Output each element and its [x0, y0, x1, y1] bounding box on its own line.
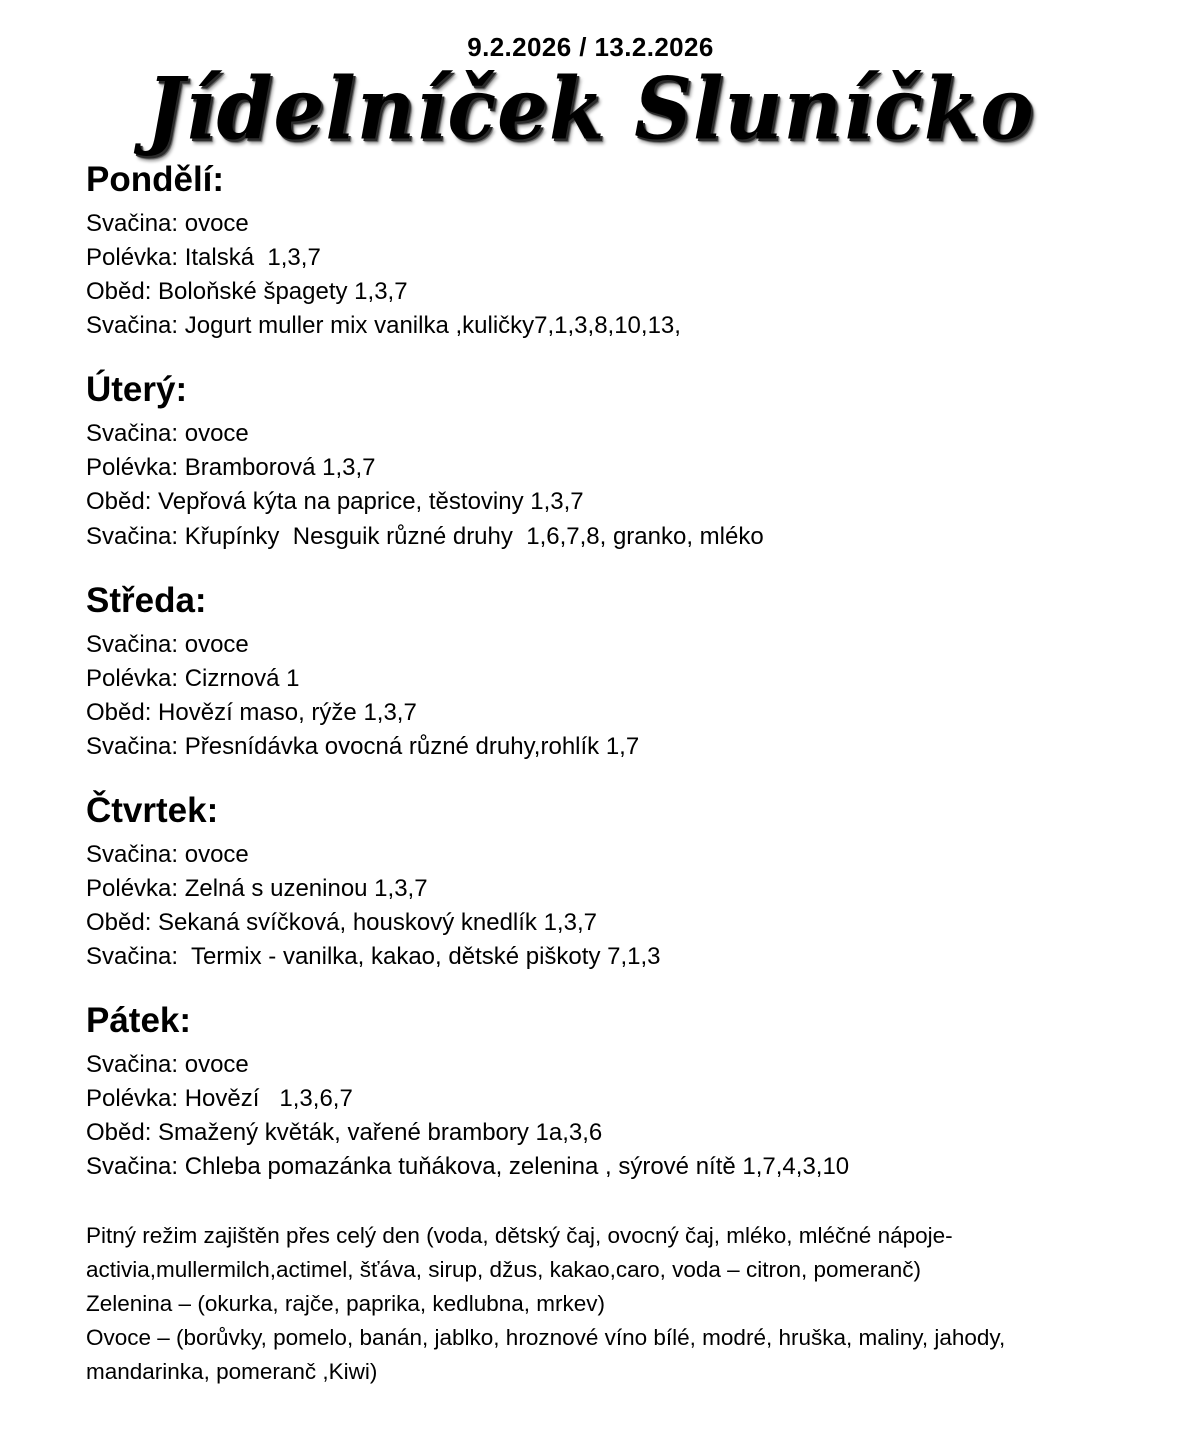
day-lines	[86, 1048, 1097, 1184]
day-block-thursday	[86, 790, 1097, 974]
footer-line-vegetables: Zelenina – (okurka, rajče, paprika, kedlubna, mrkev)	[86, 1290, 605, 1316]
meal-line-lunch: Oběd: Sekaná svíčková, houskový knedlík 1,3,7	[86, 909, 597, 937]
day-block-friday	[86, 1000, 1097, 1184]
meal-line-lunch: Oběd: Boloňské špagety 1,3,7	[86, 278, 408, 306]
day-lines	[86, 838, 1097, 974]
footer-line-fruit-1: Ovoce – (borůvky, pomelo, banán, jablko, hroznové víno bílé, modré, hruška, maliny, jahody,	[86, 1325, 1006, 1351]
meal-line-snack-afternoon: Svačina: Termix - vanilka, kakao, dětské piškoty 7,1,3	[86, 943, 661, 971]
day-heading: Úterý:	[86, 370, 188, 410]
day-heading: Středa:	[86, 580, 207, 620]
meal-line-snack-morning: Svačina: ovoce	[86, 210, 249, 237]
day-block-monday	[86, 159, 1097, 343]
page-title: Jídelníček Sluníčko	[146, 59, 1035, 159]
meal-line-snack-afternoon: Svačina: Křupínky Nesguik různé druhy 1,6,7,8, granko, mléko	[86, 522, 764, 550]
footer-line-drinks-2: activia,mullermilch,actimel, šťáva, sirup, džus, kakao,caro, voda – citron, pomeranč)	[86, 1256, 922, 1282]
day-heading: Čtvrtek:	[86, 790, 219, 830]
day-heading: Pátek:	[86, 1001, 192, 1041]
meal-line-snack-morning: Svačina: ovoce	[86, 840, 249, 868]
footer-line-drinks-1: Pitný režim zajištěn přes celý den (voda, dětský čaj, ovocný čaj, mléko, mléčné nápoje-	[86, 1222, 953, 1248]
meal-line-snack-afternoon: Svačina: Chleba pomazánka tuňákova, zelenina , sýrové nítě 1,7,4,3,10	[86, 1153, 850, 1181]
meal-line-soup: Polévka: Italská 1,3,7	[86, 244, 321, 272]
date-range: 9.2.2026 / 13.2.2026	[467, 32, 714, 62]
day-heading: Pondělí:	[86, 160, 225, 199]
meal-line-lunch: Oběd: Hovězí maso, rýže 1,3,7	[86, 698, 417, 726]
day-lines	[86, 417, 1097, 553]
meal-line-soup: Polévka: Bramborová 1,3,7	[86, 454, 376, 482]
meal-line-soup: Polévka: Hovězí 1,3,6,7	[86, 1085, 353, 1113]
menu-body	[70, 159, 1111, 1390]
meal-line-snack-morning: Svačina: ovoce	[86, 420, 249, 448]
meal-line-lunch: Oběd: Vepřová kýta na paprice, těstoviny 1,3,7	[86, 488, 584, 516]
footer-line-fruit-2: mandarinka, pomeranč ,Kiwi)	[86, 1359, 378, 1385]
day-lines	[86, 207, 1097, 343]
day-block-wednesday	[86, 580, 1097, 764]
day-lines	[86, 628, 1097, 764]
meal-line-lunch: Oběd: Smažený květák, vařené brambory 1a,3,6	[86, 1119, 603, 1147]
footer-notes	[86, 1219, 1097, 1390]
day-block-tuesday	[86, 369, 1097, 553]
meal-line-snack-afternoon: Svačina: Přesnídávka ovocná různé druhy,rohlík 1,7	[86, 732, 640, 760]
meal-line-snack-afternoon: Svačina: Jogurt muller mix vanilka ,kuličky7,1,3,8,10,13,	[86, 312, 681, 340]
meal-line-soup: Polévka: Cizrnová 1	[86, 664, 300, 692]
meal-line-soup: Polévka: Zelná s uzeninou 1,3,7	[86, 875, 428, 903]
meal-line-snack-morning: Svačina: ovoce	[86, 1051, 249, 1079]
meal-line-snack-morning: Svačina: ovoce	[86, 630, 249, 658]
